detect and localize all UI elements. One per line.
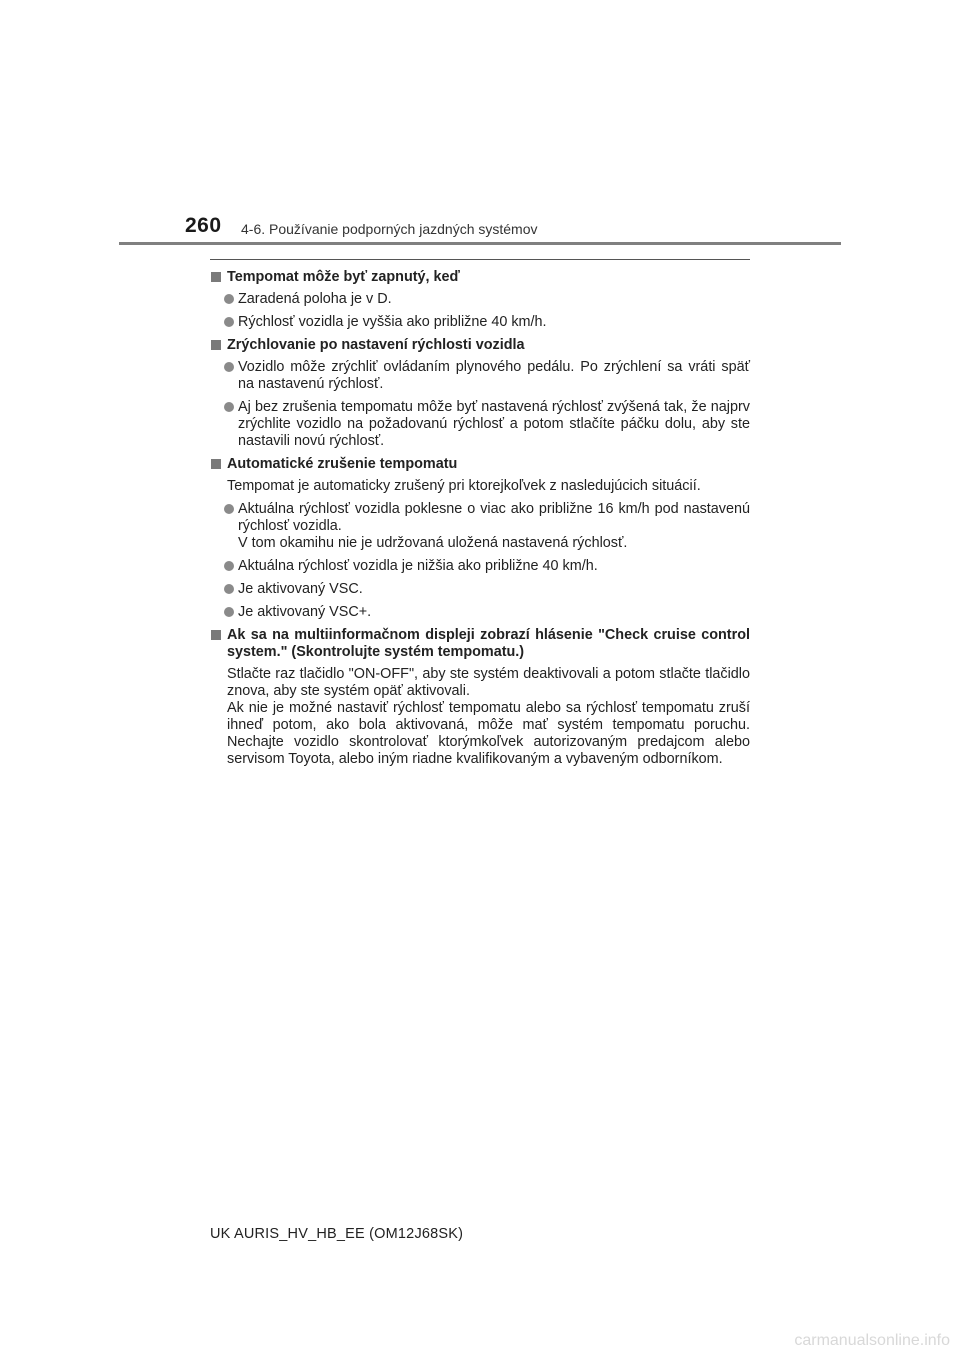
square-bullet-icon <box>211 272 221 282</box>
list-item: Aj bez zrušenia tempomatu môže byť nastavená rýchlosť zvýšená tak, že najprv zrýchlite vozidlo na požadovanú rýchlosť a potom stlačíte páčku dolu, aby ste nastavili novú rýchlosť. <box>210 399 750 450</box>
section-heading-auto-cancel: Automatické zrušenie tempomatu <box>210 456 750 473</box>
list-item: Aktuálna rýchlosť vozidla je nižšia ako približne 40 km/h. <box>210 558 750 575</box>
round-bullet-icon <box>224 561 234 571</box>
page-header <box>0 0 960 250</box>
square-bullet-icon <box>211 459 221 469</box>
round-bullet-icon <box>224 294 234 304</box>
list-item: Zaradená poloha je v D. <box>210 291 750 308</box>
round-bullet-icon <box>224 584 234 594</box>
list-item: Je aktivovaný VSC+. <box>210 604 750 621</box>
section-heading-check-system: Ak sa na multiinformačnom displeji zobrazí hlásenie "Check cruise control system." (Skontrolujte systém tempomatu.) <box>210 627 750 661</box>
section-title: 4-6. Používanie podporných jazdných systémov <box>241 221 538 237</box>
round-bullet-icon <box>224 402 234 412</box>
section-heading-activation: Tempomat môže byť zapnutý, keď <box>210 269 750 286</box>
section-heading-acceleration: Zrýchlovanie po nastavení rýchlosti vozidla <box>210 337 750 354</box>
list-item: Je aktivovaný VSC. <box>210 581 750 598</box>
page-content <box>210 259 750 774</box>
watermark: carmanualsonline.info <box>794 1332 950 1349</box>
list-item: Aktuálna rýchlosť vozidla poklesne o viac ako približne 16 km/h pod nastavenú rýchlosť vozidla. V tom okamihu nie je udržovaná uložená nastavená rýchlosť. <box>210 501 750 552</box>
list-item: Vozidlo môže zrýchliť ovládaním plynového pedálu. Po zrýchlení sa vráti späť na nastavenú rýchlosť. <box>210 359 750 393</box>
section-intro: Tempomat je automaticky zrušený pri ktorejkoľvek z nasledujúcich situácií. <box>227 478 701 494</box>
page-number: 260 <box>185 214 222 237</box>
header-divider <box>119 242 841 245</box>
square-bullet-icon <box>211 340 221 350</box>
round-bullet-icon <box>224 317 234 327</box>
round-bullet-icon <box>224 504 234 514</box>
round-bullet-icon <box>224 607 234 617</box>
list-item: Rýchlosť vozidla je vyššia ako približne 40 km/h. <box>210 314 750 331</box>
footer-model-code: UK AURIS_HV_HB_EE (OM12J68SK) <box>210 1226 464 1242</box>
square-bullet-icon <box>211 630 221 640</box>
round-bullet-icon <box>224 362 234 372</box>
paragraph: Stlačte raz tlačidlo "ON-OFF", aby ste systém deaktivovali a potom stlačte tlačidlo znova, aby ste systém opäť aktivovali. Ak nie je možné nastaviť rýchlosť tempomatu alebo sa rýchlosť tempomatu zruší ihneď potom, ako bola aktivovaná, môže mať systém tempomatu poruchu. Nechajte vozidlo skontrolovať ktorýmkoľvek autorizovaným predajcom alebo servisom Toyota, alebo iným riadne kvalifikovaným a vybaveným odborníkom. <box>227 666 750 767</box>
